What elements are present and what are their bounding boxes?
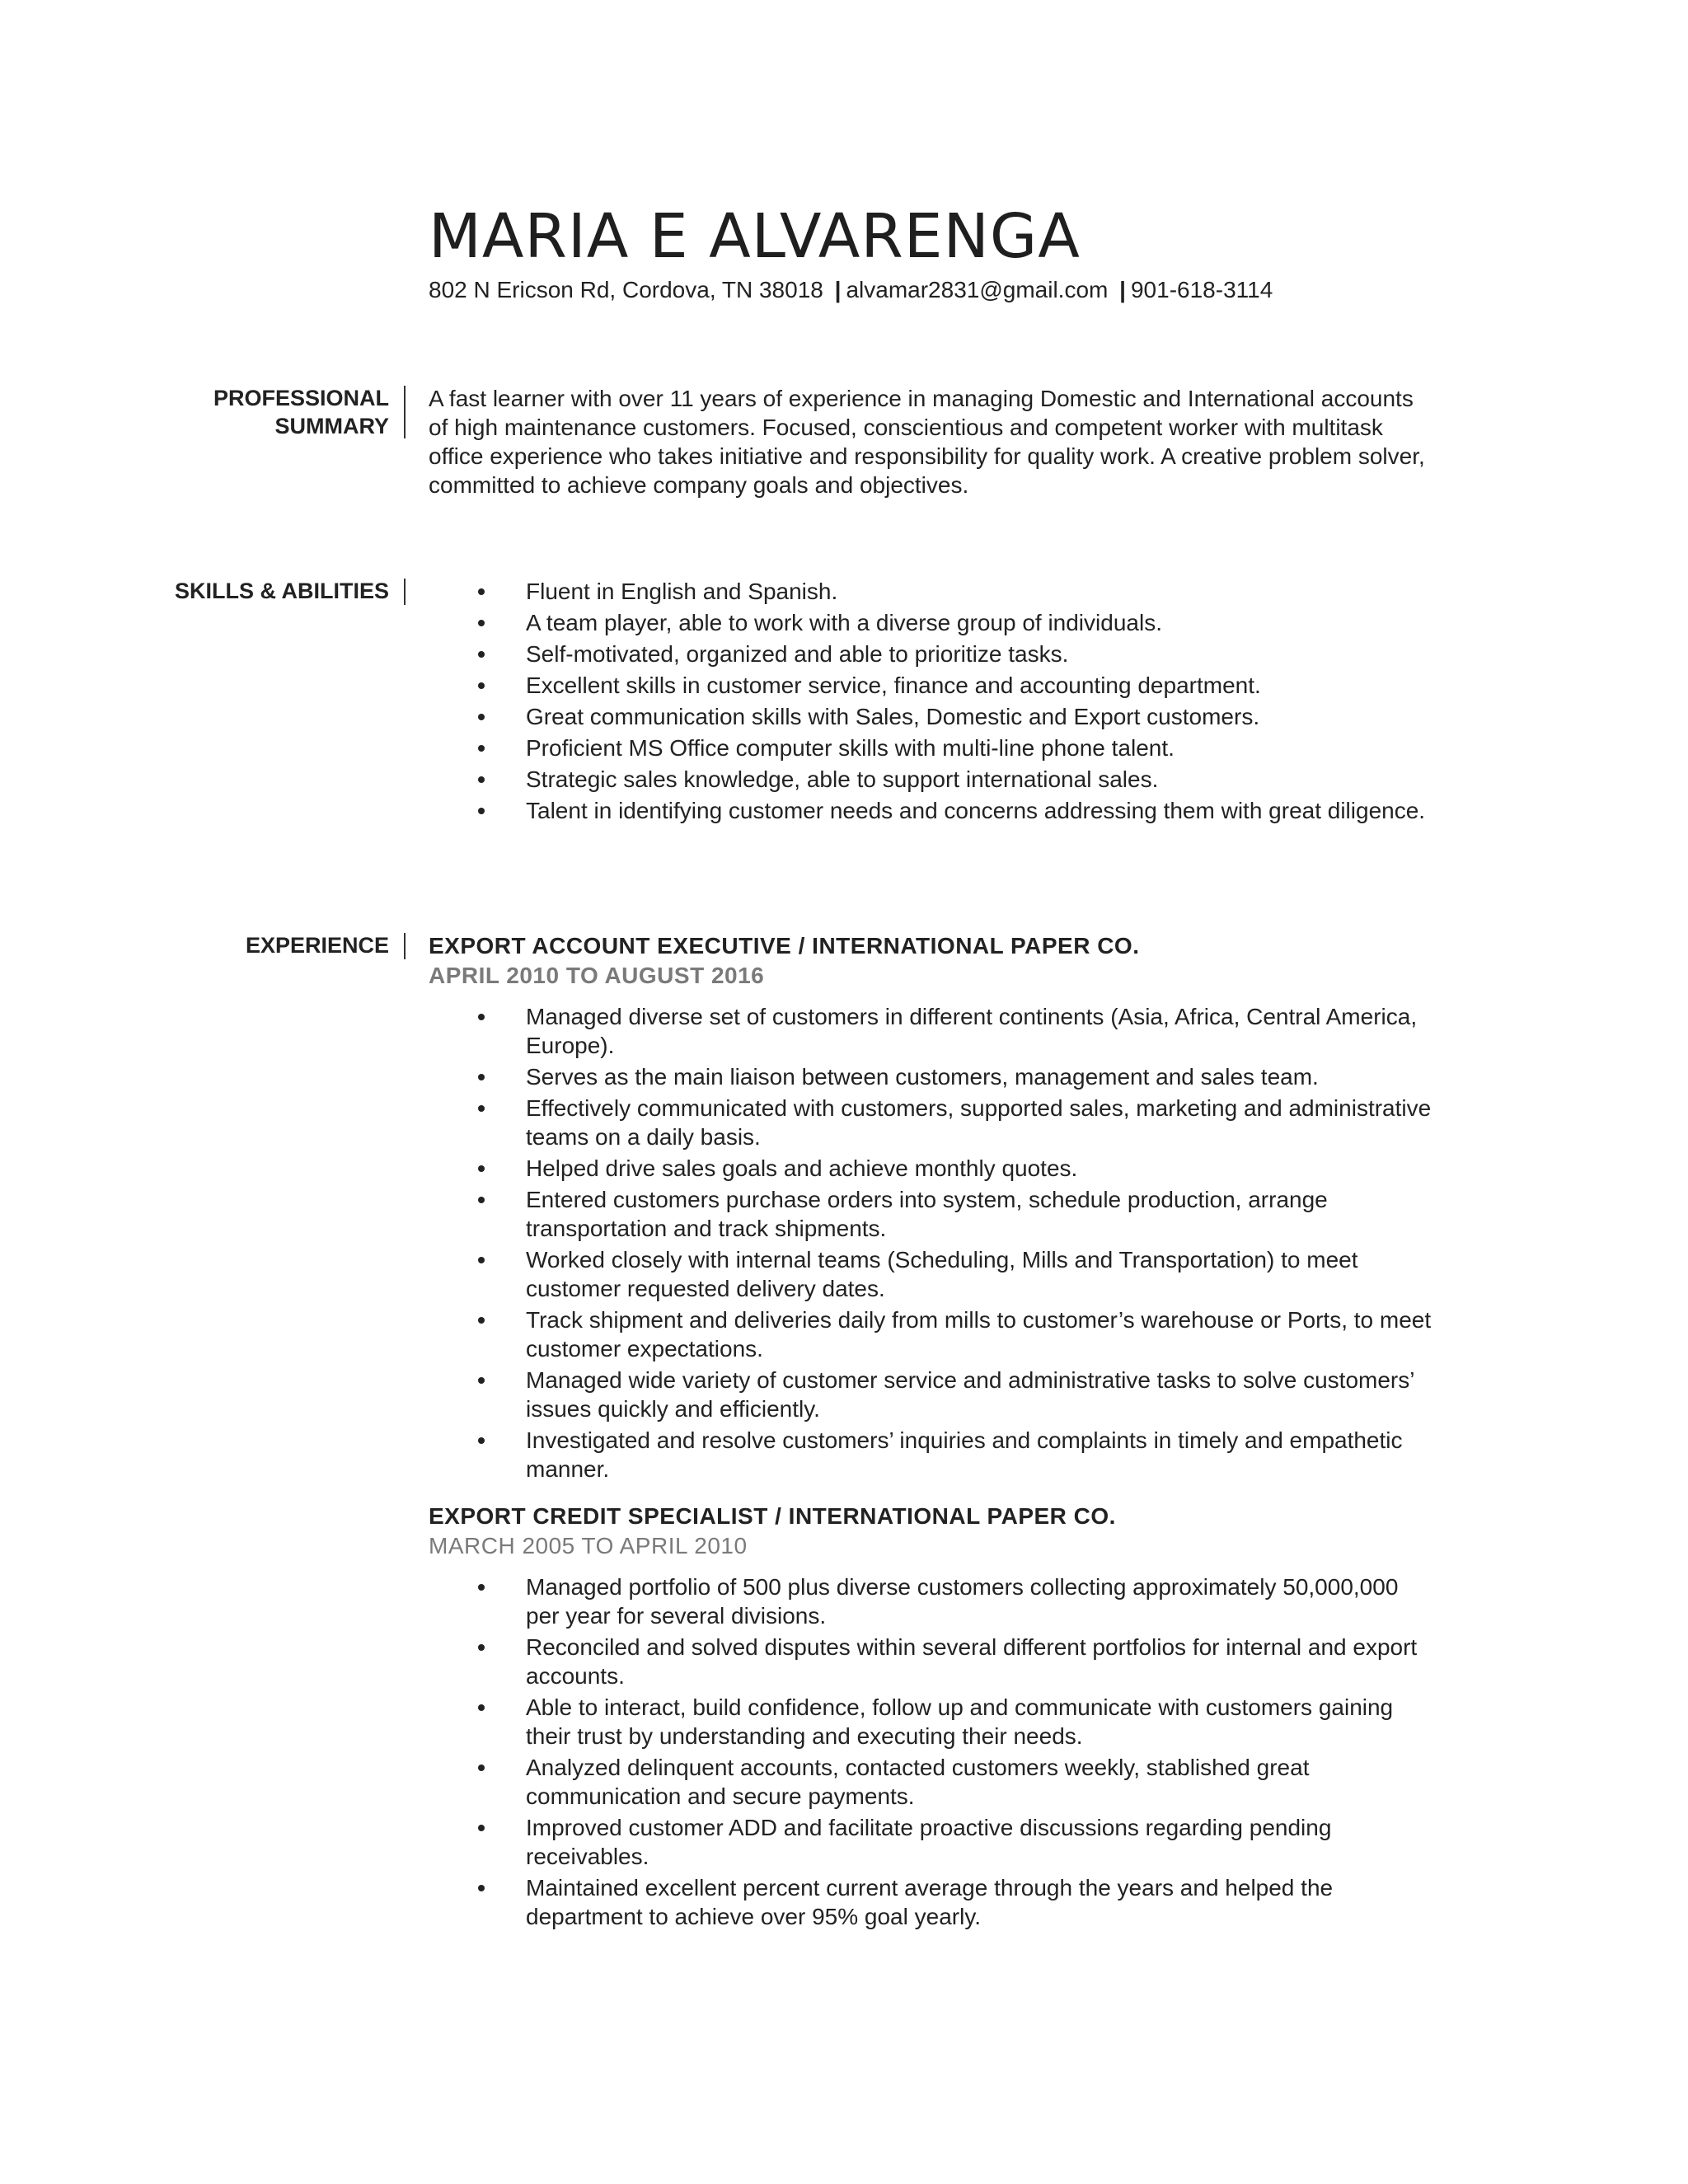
job-bullet: Managed wide variety of customer service and administrative tasks to solve customers’ issues quickly and efficiently.: [429, 1366, 1434, 1423]
job-bullet: Investigated and resolve customers’ inquiries and complaints in timely and empathetic manner.: [429, 1426, 1434, 1483]
experience-label: EXPERIENCE: [245, 933, 389, 958]
skill-item: Fluent in English and Spanish.: [429, 577, 1434, 606]
job-bullet: Reconciled and solved disputes within several different portfolios for internal and export accounts.: [429, 1633, 1434, 1690]
skill-item: Talent in identifying customer needs and concerns addressing them with great diligence.: [429, 796, 1434, 825]
skills-content: [429, 577, 1434, 827]
job-bullet: Improved customer ADD and facilitate proactive discussions regarding pending receivables.: [429, 1813, 1434, 1871]
experience-content: [429, 931, 1434, 1933]
skills-label: SKILLS & ABILITIES: [174, 579, 389, 603]
job-bullet: Track shipment and deliveries daily from mills to customer’s warehouse or Ports, to meet customer expectations.: [429, 1305, 1434, 1363]
contact-separator: |: [1119, 277, 1126, 302]
job-dates: MARCH 2005 TO APRIL 2010: [429, 1533, 748, 1558]
section-divider: [404, 933, 406, 959]
job-bullets: [429, 1572, 1434, 1931]
job-entry: [429, 931, 1434, 1483]
job-bullet: Managed diverse set of customers in different continents (Asia, Africa, Central America, Europe).: [429, 1002, 1434, 1060]
section-divider: [404, 386, 406, 438]
job-bullet: Worked closely with internal teams (Scheduling, Mills and Transportation) to meet customer requested delivery dates.: [429, 1245, 1434, 1303]
job-dates: APRIL 2010 TO AUGUST 2016: [429, 963, 765, 988]
candidate-name: MARIA E ALVARENGA: [429, 201, 1081, 272]
job-bullet: Maintained excellent percent current average through the years and helped the department to achieve over 95% goal yearly.: [429, 1873, 1434, 1931]
skill-item: A team player, able to work with a diverse group of individuals.: [429, 608, 1434, 637]
job-title: EXPORT CREDIT SPECIALIST / INTERNATIONAL PAPER CO.: [429, 1503, 1116, 1529]
skills-list: [429, 577, 1434, 825]
job-title: EXPORT ACCOUNT EXECUTIVE / INTERNATIONAL PAPER CO.: [429, 933, 1140, 958]
job-bullets: [429, 1002, 1434, 1483]
job-bullet: Able to interact, build confidence, follow up and communicate with customers gaining their trust by understanding and executing their needs.: [429, 1693, 1434, 1750]
skill-item: Excellent skills in customer service, finance and accounting department.: [429, 671, 1434, 700]
contact-line: [429, 277, 1273, 303]
job-bullet: Analyzed delinquent accounts, contacted customers weekly, stablished great communication and secure payments.: [429, 1753, 1434, 1811]
contact-separator: |: [834, 277, 842, 302]
job-bullet: Managed portfolio of 500 plus diverse customers collecting approximately 50,000,000 per year for several divisions.: [429, 1572, 1434, 1630]
job-bullet: Helped drive sales goals and achieve monthly quotes.: [429, 1154, 1434, 1183]
job-bullet: Effectively communicated with customers, supported sales, marketing and administrative teams on a daily basis.: [429, 1094, 1434, 1151]
summary-label-line2: SUMMARY: [274, 414, 389, 438]
job-bullet: Entered customers purchase orders into system, schedule production, arrange transportation and track shipments.: [429, 1185, 1434, 1243]
job-bullet: Serves as the main liaison between customers, management and sales team.: [429, 1062, 1434, 1091]
phone: 901-618-3114: [1130, 277, 1273, 302]
summary-text: A fast learner with over 11 years of experience in managing Domestic and International accounts of high maintenance customers. Focused, conscientious and competent worker with multitask office experience who takes initiative and responsibility for quality work. A creative problem solver, committed to achieve company goals and objectives.: [429, 386, 1425, 498]
email: alvamar2831@gmail.com: [846, 277, 1109, 302]
address: 802 N Ericson Rd, Cordova, TN 38018: [429, 277, 823, 302]
job-entry: [429, 1502, 1434, 1931]
summary-label: [213, 384, 389, 440]
section-divider: [404, 579, 406, 605]
summary-content: [429, 384, 1434, 499]
skill-item: Great communication skills with Sales, Domestic and Export customers.: [429, 702, 1434, 731]
skill-item: Strategic sales knowledge, able to support international sales.: [429, 765, 1434, 794]
skill-item: Self-motivated, organized and able to prioritize tasks.: [429, 640, 1434, 668]
summary-label-line1: PROFESSIONAL: [213, 386, 389, 410]
skill-item: Proficient MS Office computer skills with multi-line phone talent.: [429, 733, 1434, 762]
